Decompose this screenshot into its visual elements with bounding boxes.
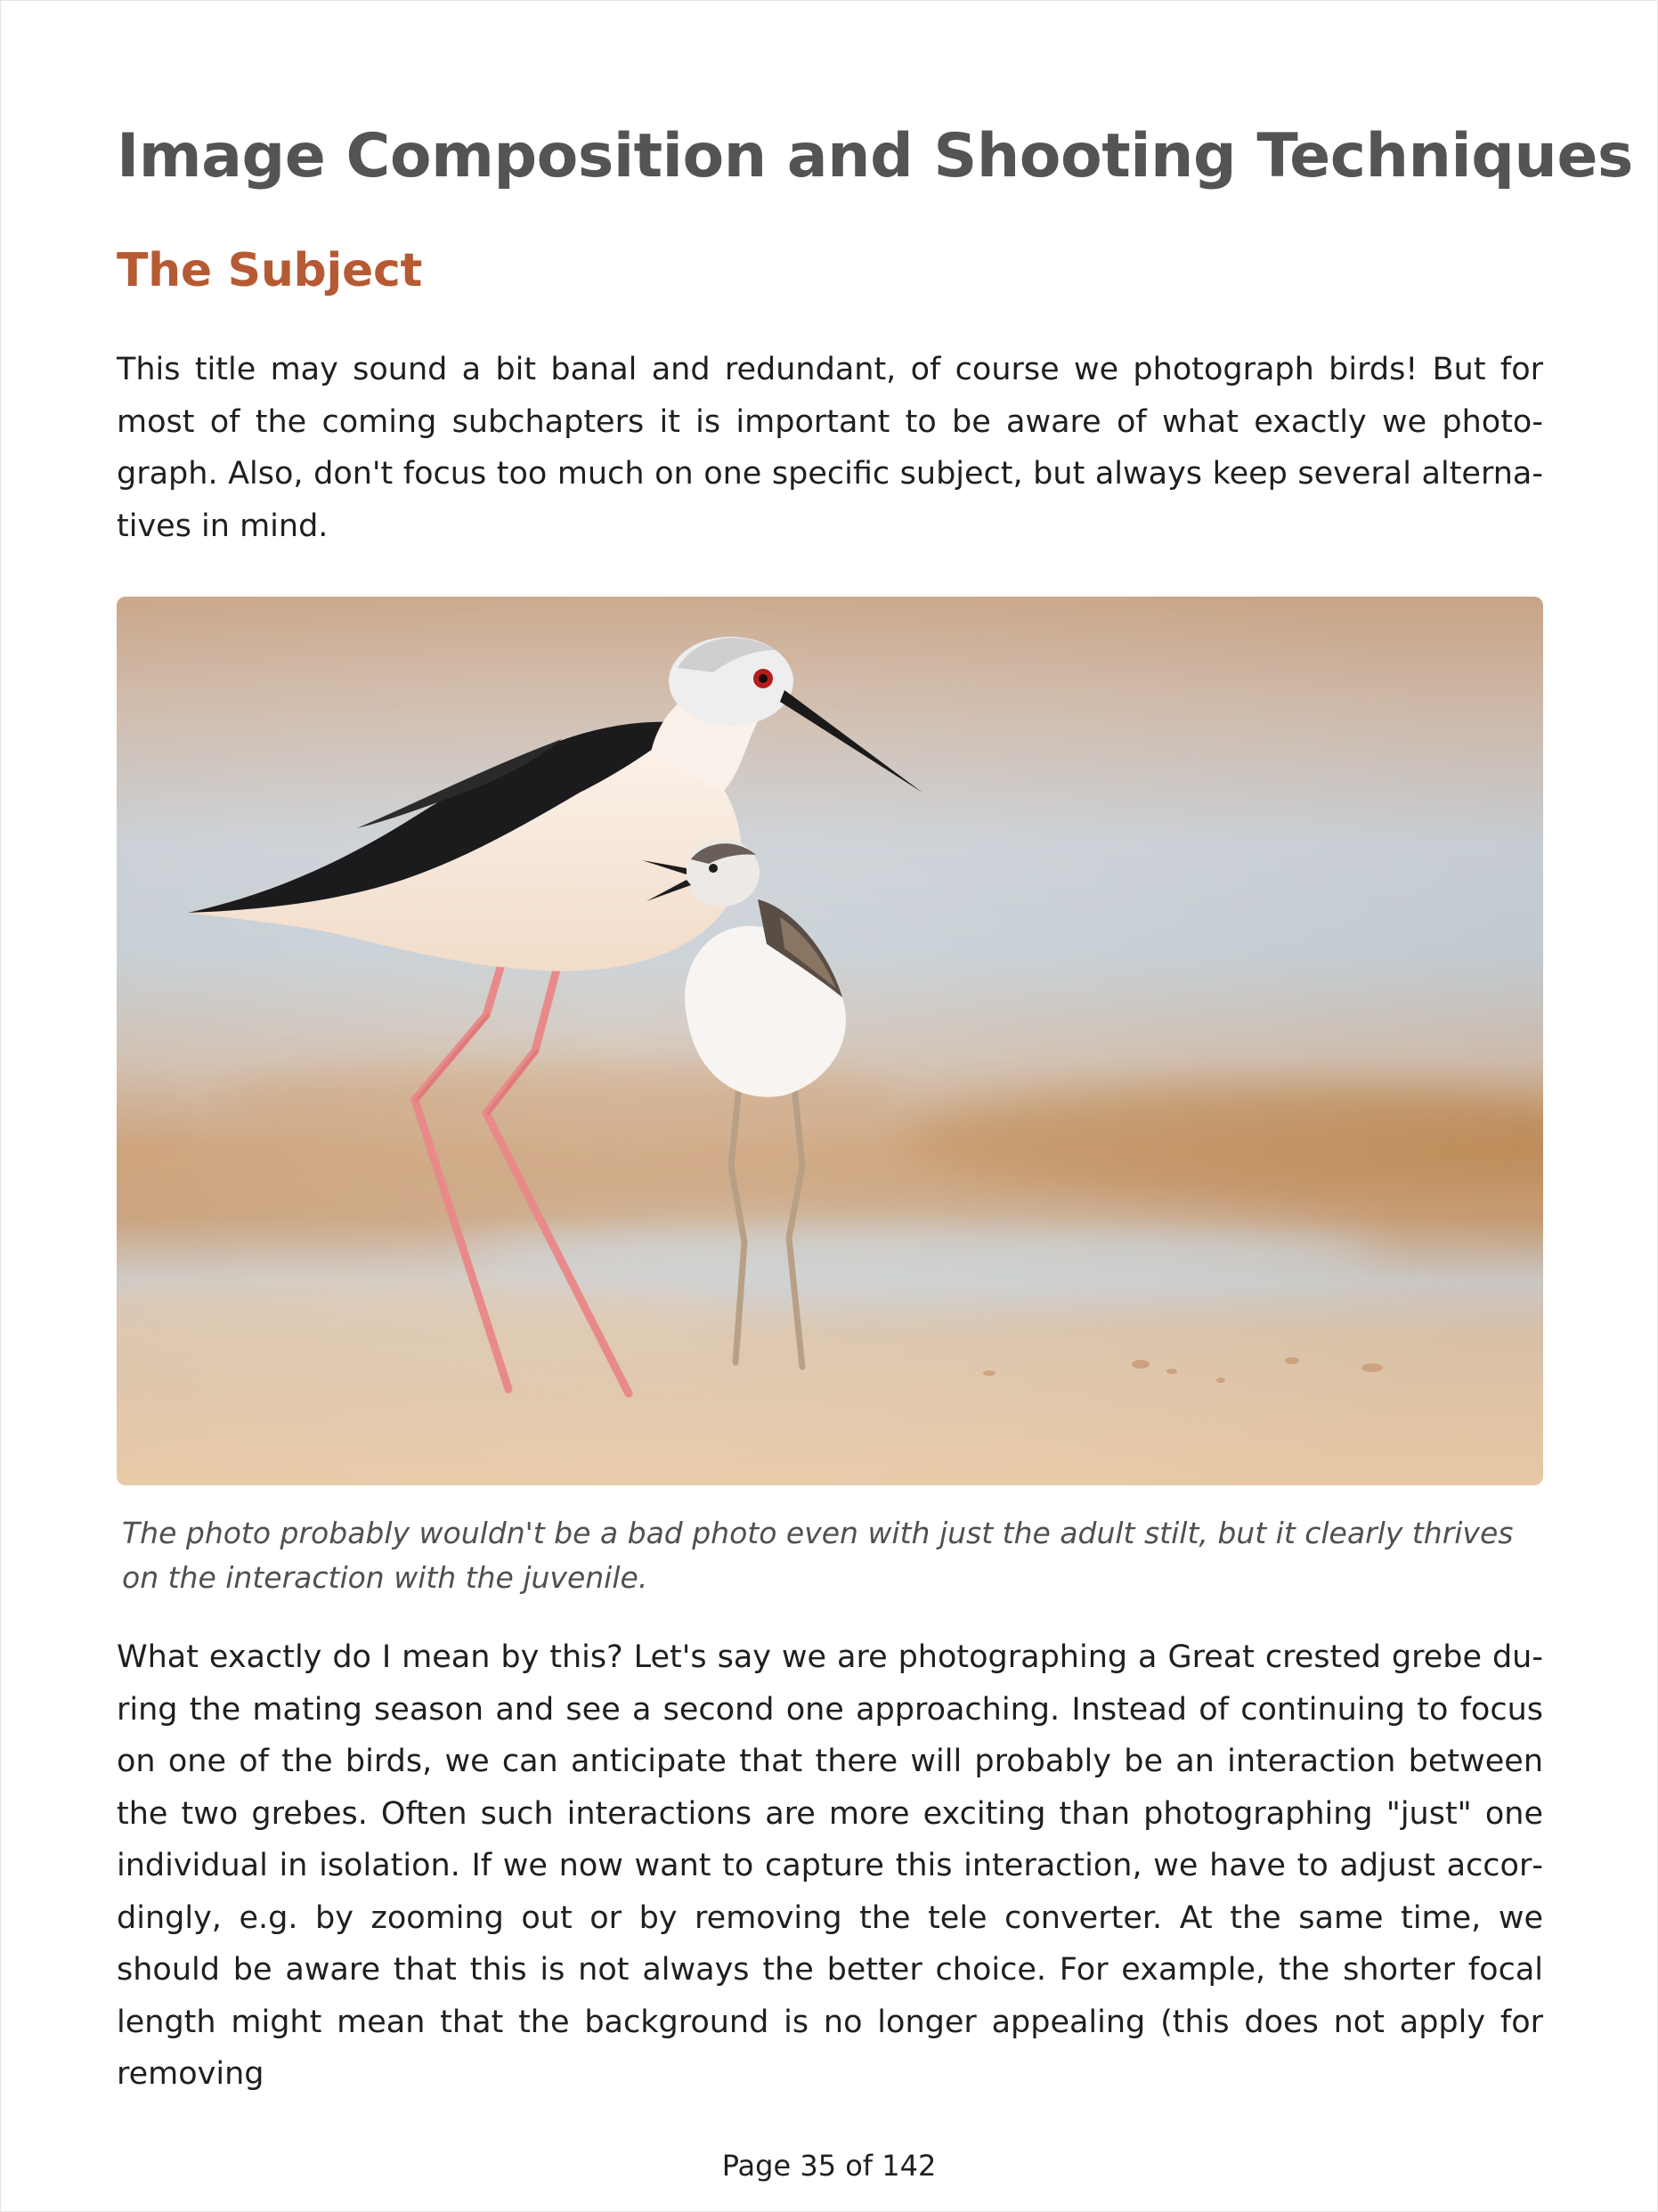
stilt-photo	[117, 597, 1543, 1485]
paragraph-intro: This title may sound a bit banal and redundant, of course we photograph birds! But for most of the coming subchapters it is important to be aware of what exactly we photograph. Also, don't focus too much on one specific subject, but always keep several alternatives in mind.	[117, 352, 1543, 544]
chapter-title: Image Composition and Shooting Techniques	[117, 121, 1633, 191]
page-number: Page 35 of 142	[721, 2149, 937, 2183]
figure-caption: The photo probably wouldn't be a bad photo even with just the adult stilt, but it clearly thrives on the interaction with the juvenile.	[122, 1516, 1514, 1595]
stilt-photo-illustration	[117, 597, 1543, 1485]
section-title: The Subject	[117, 244, 423, 297]
paragraph-interaction: What exactly do I mean by this? Let's say we are photographing a Great crested grebe during the mating season and see a second one approaching. Instead of continuing to focus on one of the birds, we can anticipate that there will probably be an interaction between the two grebes. Often such interactions are more exciting than photographing "just" one individual in isolation. If we now want to capture this interaction, we have to adjust accordingly, e.g. by zooming out or by removing the tele converter. At the same time, we should be aware that this is not always the better choice. For example, the shorter focal length might mean that the background is no longer appealing (this does not apply for removing	[117, 1639, 1543, 2092]
